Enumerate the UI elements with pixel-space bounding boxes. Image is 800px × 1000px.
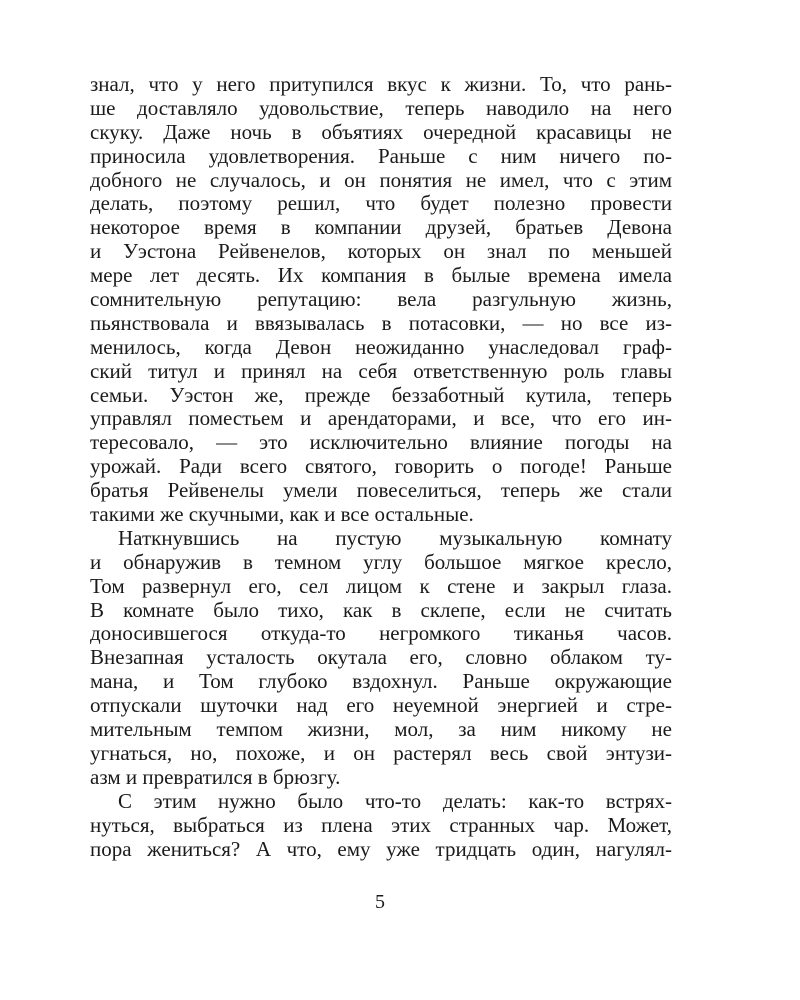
text-line: сомнительную репутацию: вела разгульную жизнь, [90, 287, 672, 312]
text-line: тересовало, — это исключительно влияние погоды на [90, 430, 672, 455]
text-line: такими же скучными, как и все остальные. [90, 502, 474, 527]
text-line: управлял поместьем и арендаторами, и все, что его ин- [90, 406, 672, 431]
page-number: 5 [375, 891, 385, 913]
text-line: азм и превратился в брюзгу. [90, 764, 341, 789]
text-line: некоторое время в компании друзей, братьев Девона [90, 215, 672, 240]
text-line: доносившегося откуда-то негромкого тиканья часов. [90, 621, 672, 646]
text-line: и Уэстона Рейвенелов, которых он знал по меньшей [90, 239, 672, 264]
text-line: мана, и Том глубоко вздохнул. Раньше окружающие [90, 669, 672, 694]
text-line: знал, что у него притупился вкус к жизни. То, что рань- [90, 72, 672, 96]
text-line: братья Рейвенелы умели повеселиться, теперь же стали [90, 478, 672, 503]
text-line: отпускали шуточки над его неуемной энергией и стре- [90, 693, 672, 718]
text-line: ше доставляло удовольствие, теперь наводило на него [90, 95, 672, 120]
text-line: менилось, когда Девон неожиданно унаследовал граф- [90, 334, 672, 359]
text-line: В комнате было тихо, как в склепе, если не считать [90, 597, 672, 622]
text-line: Внезапная усталость окутала его, словно облаком ту- [90, 645, 672, 670]
text-line: скуку. Даже ночь в объятиях очередной красавицы не [90, 119, 672, 144]
text-line: приносила удовлетворения. Раньше с ним ничего по- [90, 143, 672, 168]
text-line: Том развернул его, сел лицом к стене и закрыл глаза. [90, 573, 672, 598]
text-line: пьянствовала и ввязывалась в потасовки, — но все из- [90, 310, 672, 335]
text-line: нуться, выбраться из плена этих странных чар. Может, [90, 812, 672, 837]
text-line: угнаться, но, похоже, и он растерял весь свой энтузи- [90, 740, 672, 765]
text-line: ский титул и принял на себя ответственную роль главы [90, 358, 672, 383]
text-line: урожай. Ради всего святого, говорить о погоде! Раньше [90, 454, 672, 479]
text-line: Наткнувшись на пустую музыкальную комнату [118, 525, 672, 550]
text-line: семьи. Уэстон же, прежде беззаботный кутила, теперь [90, 382, 672, 407]
text-line: пора жениться? А что, ему уже тридцать один, нагулял- [90, 836, 672, 861]
text-line: С этим нужно было что-то делать: как-то встрях- [118, 788, 672, 813]
text-line: мительным темпом жизни, мол, за ним никому не [90, 717, 672, 742]
text-line: и обнаружив в темном углу большое мягкое кресло, [90, 549, 672, 574]
body-text [90, 73, 672, 861]
text-line: мере лет десять. Их компания в былые времена имела [90, 263, 672, 288]
text-line: добного не случалось, и он понятия не имел, что с этим [90, 167, 672, 192]
text-line: делать, поэтому решил, что будет полезно провести [90, 191, 672, 216]
